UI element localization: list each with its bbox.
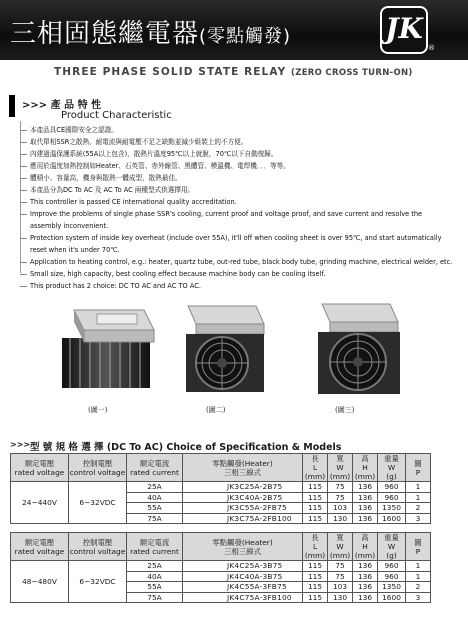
cell-width: 130	[328, 592, 353, 603]
product-image-1	[52, 290, 162, 395]
cell-length: 115	[303, 503, 328, 514]
header-picture: 圖 P	[406, 454, 431, 482]
cell-weight: 1350	[378, 503, 406, 514]
product-image-3	[306, 298, 406, 398]
cell-current: 75A	[127, 592, 183, 603]
cell-length: 115	[303, 571, 328, 582]
feature-item: reset when it's under 70℃.	[30, 246, 120, 254]
cell-control-voltage: 6~32VDC	[69, 561, 127, 603]
cell-picture: 2	[406, 582, 431, 593]
cell-control-voltage: 6~32VDC	[69, 482, 127, 524]
cell-model: JK4C75A-3FB100	[183, 592, 303, 603]
caption-figure-1: (圖一)	[88, 406, 108, 414]
cell-width: 75	[328, 561, 353, 572]
cell-width: 103	[328, 503, 353, 514]
cell-current: 25A	[127, 561, 183, 572]
cell-current: 40A	[127, 492, 183, 503]
cell-picture: 3	[406, 513, 431, 524]
section-marker	[9, 95, 15, 117]
header-height: 高 H (mm)	[353, 533, 378, 561]
feature-item: Improve the problems of single phase SSR's cooling, current proof and voltage proof, and save current and resolve the	[12, 208, 462, 220]
cell-weight: 960	[378, 561, 406, 572]
cell-current: 55A	[127, 503, 183, 514]
header-model: 零點觸發(Heater) 三相三線式	[183, 454, 303, 482]
cell-height: 136	[353, 571, 378, 582]
cell-length: 115	[303, 492, 328, 503]
cell-height: 136	[353, 482, 378, 493]
cell-height: 136	[353, 561, 378, 572]
cell-picture: 1	[406, 561, 431, 572]
heatsink-fins	[62, 338, 150, 388]
feature-item: This product has 2 choice: DC TO AC and AC TO AC.	[12, 280, 462, 292]
cell-width: 75	[328, 492, 353, 503]
cell-picture: 1	[406, 492, 431, 503]
registered-mark: ®	[428, 44, 435, 52]
cell-weight: 1350	[378, 582, 406, 593]
caption-figure-3: (圖三)	[335, 406, 355, 414]
feature-item: 本產品具CE國際安全之認證。	[12, 124, 462, 136]
cell-model: JK4C25A-3B75	[183, 561, 303, 572]
page-title-sub: (零點觸發)	[199, 26, 292, 47]
feature-item: 取代單相SSR之散熱、耐電流與耐電壓不足之缺點並減少組裝上的不方便。	[12, 136, 462, 148]
feature-item: This controller is passed CE international quality accreditation.	[12, 196, 462, 208]
header-control-voltage: 控制電壓 control voltage	[69, 454, 127, 482]
header-banner	[0, 0, 468, 60]
cell-picture: 3	[406, 592, 431, 603]
header-width: 寬 W (mm)	[328, 454, 353, 482]
cell-rated-voltage: 48~480V	[11, 561, 69, 603]
header-length: 長 L (mm)	[303, 454, 328, 482]
spec-marker: >>>	[10, 440, 31, 449]
feature-item: 體積小、容量高，機身與散熱一體成型，散熱最佳。	[12, 172, 462, 184]
cell-length: 115	[303, 513, 328, 524]
cell-model: JK3C55A-2FB75	[183, 503, 303, 514]
cell-width: 75	[328, 482, 353, 493]
spec-table-2	[10, 532, 431, 603]
cell-weight: 960	[378, 492, 406, 503]
feature-item: 內建過溫保護系統(55A以上包含)，散熱片溫度95℃以上就脫，70℃以下自動復歸。	[12, 148, 462, 160]
spec-table-1	[10, 453, 431, 524]
header-height: 高 H (mm)	[353, 454, 378, 482]
cell-model: JK3C75A-2FB100	[183, 513, 303, 524]
cell-current: 25A	[127, 482, 183, 493]
header-rated-voltage: 額定電壓 rated voltage	[11, 454, 69, 482]
cell-height: 136	[353, 503, 378, 514]
feature-item: Application to heating control, e.g.: heater, quartz tube, out-red tube, black body tube, grinding machine, electrical welder, etc.	[12, 256, 462, 268]
cell-model: JK4C40A-3B75	[183, 571, 303, 582]
cell-model: JK4C55A-3FB75	[183, 582, 303, 593]
feature-item: 應用於溫度加熱控制如Heater、石英管、赤外線管、黑體管、模溫機、電焊機．．．等等。	[12, 160, 462, 172]
section-title-en: Product Characteristic	[61, 110, 172, 121]
cell-current: 55A	[127, 582, 183, 593]
cell-model: JK3C40A-2B75	[183, 492, 303, 503]
header-rated-voltage: 額定電壓 rated voltage	[11, 533, 69, 561]
cell-model: JK3C25A-2B75	[183, 482, 303, 493]
feature-item: Small size, high capacity, best cooling effect because machine body can be cooling itself.	[12, 268, 462, 280]
logo-text: JK	[385, 12, 423, 45]
feature-item: Protection system of inside key overheat (include over 55A), it'll off when cooling sheet is over 95℃, and start automatically	[12, 232, 462, 244]
cell-weight: 1600	[378, 513, 406, 524]
cell-height: 136	[353, 492, 378, 503]
feature-item: assembly inconvenient.	[30, 222, 109, 230]
page-subtitle-small: (ZERO CROSS TURN-ON)	[291, 68, 413, 78]
table-header-row	[11, 454, 431, 482]
cell-picture: 1	[406, 571, 431, 582]
table-row	[11, 561, 431, 572]
table-row	[11, 482, 431, 493]
cell-width: 130	[328, 513, 353, 524]
header-control-voltage: 控制電壓 control voltage	[69, 533, 127, 561]
cell-height: 136	[353, 582, 378, 593]
header-rated-current: 額定電流 rated current	[127, 533, 183, 561]
page-subtitle: THREE PHASE SOLID STATE RELAY (ZERO CROSS TURN-ON)	[54, 66, 413, 78]
cell-height: 136	[353, 513, 378, 524]
page-title: 三相固態繼電器(零點觸發)	[10, 19, 292, 49]
caption-figure-2: (圖二)	[206, 406, 226, 414]
header-width: 寬 W (mm)	[328, 533, 353, 561]
header-length: 長 L (mm)	[303, 533, 328, 561]
brand-logo	[380, 6, 428, 54]
cell-weight: 960	[378, 482, 406, 493]
header-weight: 重量 W (g)	[378, 454, 406, 482]
cell-current: 75A	[127, 513, 183, 524]
cell-length: 115	[303, 482, 328, 493]
product-image-2	[172, 298, 272, 398]
cell-rated-voltage: 24~440V	[11, 482, 69, 524]
section-title-zh: >>> 產 品 特 性	[22, 100, 102, 111]
cell-length: 115	[303, 561, 328, 572]
feature-item: 本產品分為DC To AC 及 AC To AC 兩種型式供選擇用。	[12, 184, 462, 196]
table-header-row	[11, 533, 431, 561]
cell-height: 136	[353, 592, 378, 603]
cell-length: 115	[303, 582, 328, 593]
header-picture: 圖 P	[406, 533, 431, 561]
cell-picture: 1	[406, 482, 431, 493]
header-model: 零點觸發(Heater) 三相三線式	[183, 533, 303, 561]
cell-weight: 1600	[378, 592, 406, 603]
cell-weight: 960	[378, 571, 406, 582]
cell-picture: 2	[406, 503, 431, 514]
spec-title: 型 號 規 格 選 擇 (DC To AC) Choice of Specification & Models	[30, 442, 342, 453]
feature-list	[12, 124, 462, 292]
cell-width: 103	[328, 582, 353, 593]
header-rated-current: 額定電流 rated current	[127, 454, 183, 482]
cell-length: 115	[303, 592, 328, 603]
cell-width: 75	[328, 571, 353, 582]
header-weight: 重量 W (g)	[378, 533, 406, 561]
cell-current: 40A	[127, 571, 183, 582]
